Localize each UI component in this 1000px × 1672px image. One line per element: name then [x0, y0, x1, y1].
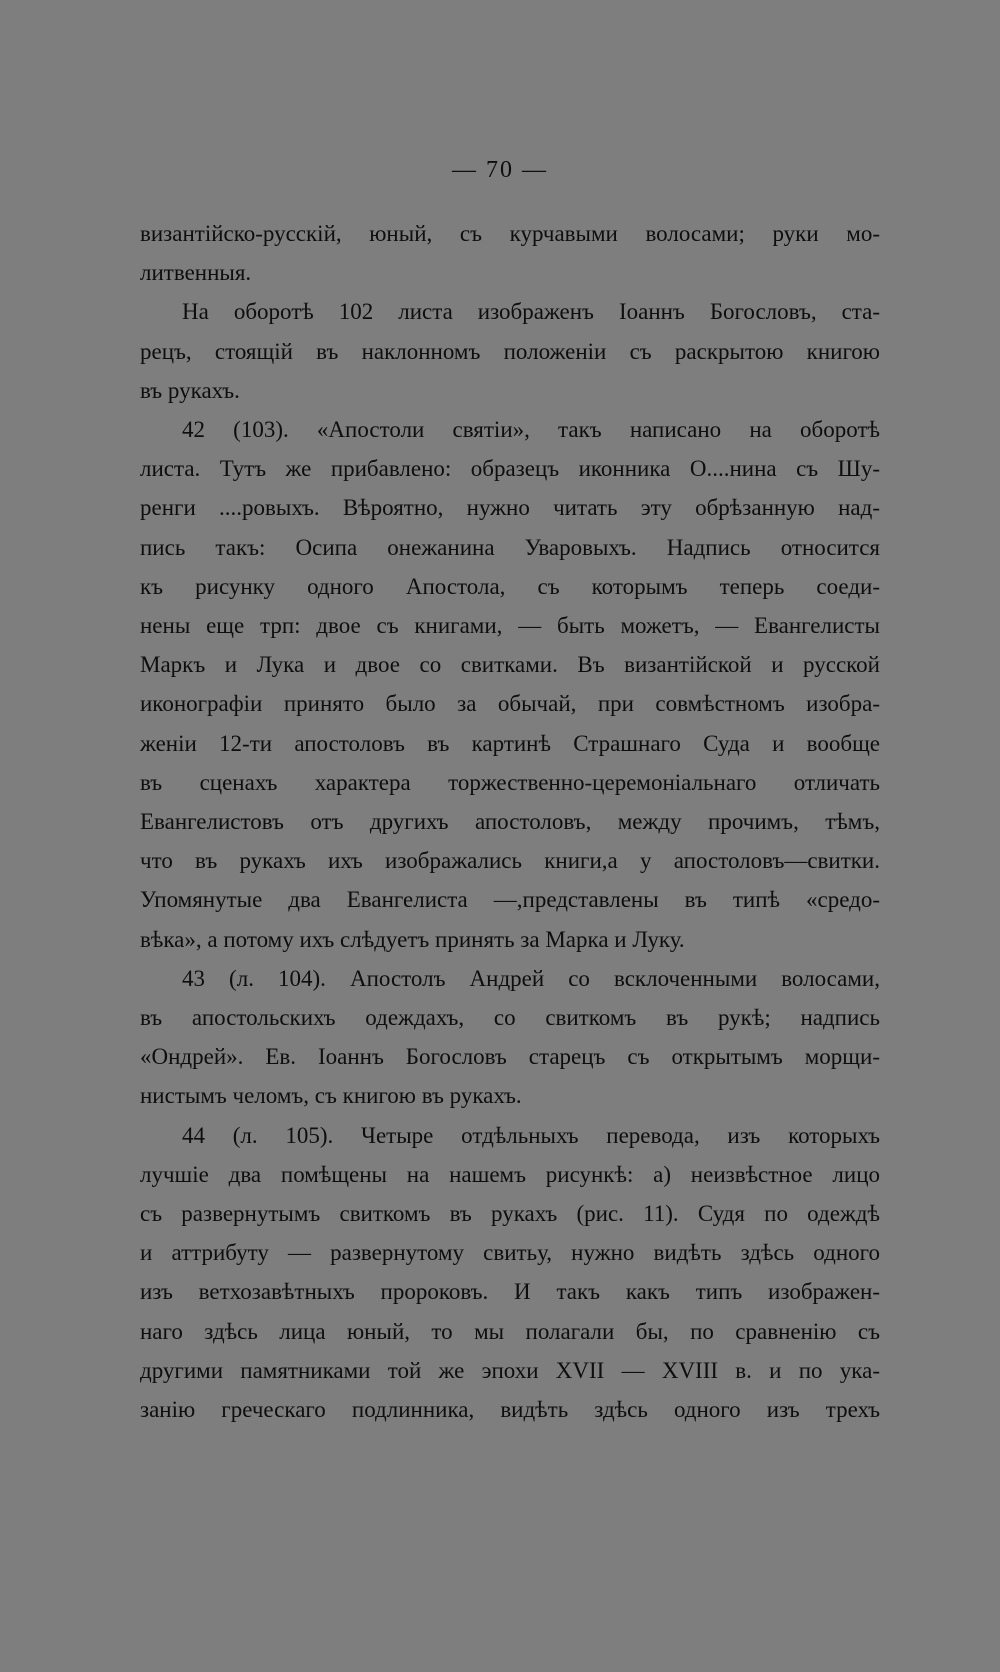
paragraph — [140, 214, 880, 292]
text-line: въ рукахъ. — [140, 377, 240, 403]
text-line: византійско-русскій, юный, съ курчавыми волосами; руки мо- — [140, 221, 880, 246]
text-line: изъ ветхозавѣтныхъ пророковъ. И такъ какъ типъ изображен- — [140, 1279, 880, 1305]
text-line: женіи 12-ти апостоловъ въ картинѣ Страшнаго Суда и вообще — [140, 730, 880, 756]
text-line: На оборотѣ 102 листа изображенъ Іоаннъ Богословъ, ста- — [182, 299, 880, 325]
paragraph — [140, 959, 880, 1116]
paragraph — [140, 1116, 880, 1430]
text-line: Упомянутые два Евангелиста —,представлены въ типѣ «средо- — [140, 887, 880, 913]
text-line: къ рисунку одного Апостола, съ которымъ теперь соеди- — [140, 573, 880, 599]
text-line: рецъ, стоящій въ наклонномъ положеніи съ раскрытою книгою — [140, 338, 880, 364]
text-line: лучшіе два помѣщены на нашемъ рисункѣ: а) неизвѣстное лицо — [140, 1161, 880, 1187]
paragraph — [140, 410, 880, 959]
text-line: Маркъ и Лука и двое со свитками. Въ византійской и русской — [140, 652, 880, 678]
text-line: съ развернутымъ свиткомъ въ рукахъ (рис. 11). Судя по одеждѣ — [140, 1201, 880, 1227]
text-line: нены еще трп: двое съ книгами, — быть можетъ, — Евангелисты — [140, 613, 880, 639]
text-line: другими памятниками той же эпохи XVII — XVIII в. и по ука- — [140, 1357, 880, 1383]
text-line: литвенныя. — [140, 260, 252, 286]
page-text — [140, 214, 880, 1429]
text-line: въ сценахъ характера торжественно-церемоніальнаго отличать — [140, 769, 880, 795]
text-line: нистымъ челомъ, съ книгою въ рукахъ. — [140, 1083, 522, 1109]
text-line: 43 (л. 104). Апостолъ Андрей со всклоченными волосами, — [182, 965, 880, 991]
paragraph — [140, 292, 880, 410]
text-line: вѣка», а потому ихъ слѣдуетъ принять за Марка и Луку. — [140, 926, 685, 952]
text-line: что въ рукахъ ихъ изображались книги,а у апостоловъ—свитки. — [140, 848, 880, 874]
text-line: Евангелистовъ отъ другихъ апостоловъ, между прочимъ, тѣмъ, — [140, 809, 880, 835]
text-line: иконографіи принято было за обычай, при совмѣстномъ изобра- — [140, 691, 880, 717]
text-line: наго здѣсь лица юный, то мы полагали бы, по сравненію съ — [140, 1318, 880, 1344]
text-line: листа. Тутъ же прибавлено: образецъ иконника О....нина съ Шу- — [140, 456, 880, 482]
text-line: пись такъ: Осипа онежанина Уваровыхъ. Надпись относится — [140, 534, 880, 560]
text-line: «Ондрей». Ев. Іоаннъ Богословъ старецъ съ открытымъ морщи- — [140, 1044, 880, 1070]
text-line: ренги ....ровыхъ. Вѣроятно, нужно читать эту обрѣзанную над- — [140, 495, 880, 521]
text-line: 42 (103). «Апостоли святіи», такъ написано на оборотѣ — [182, 417, 880, 443]
page-number: — 70 — — [452, 157, 548, 183]
text-line: въ апостольскихъ одеждахъ, со свиткомъ въ рукѣ; надпись — [140, 1005, 880, 1031]
text-line: занію греческаго подлинника, видѣть здѣсь одного изъ трехъ — [140, 1397, 880, 1423]
text-line: и аттрибуту — развернутому свитьу, нужно видѣть здѣсь одного — [140, 1240, 880, 1266]
text-line: 44 (л. 105). Четыре отдѣльныхъ перевода, изъ которыхъ — [182, 1122, 880, 1148]
